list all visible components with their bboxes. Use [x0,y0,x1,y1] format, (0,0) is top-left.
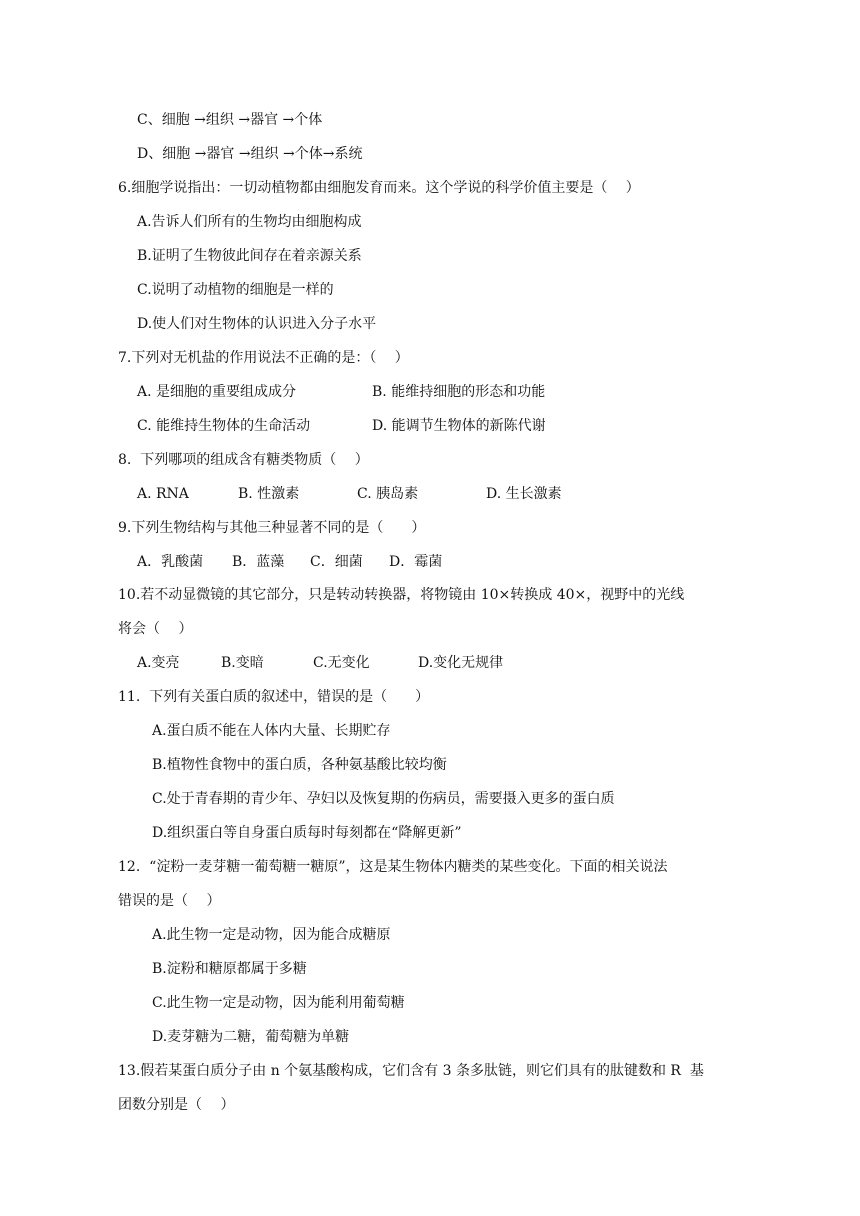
q6-option-a: A.告诉人们所有的生物均由细胞构成 [137,214,362,230]
q9-option-d: D．霉菌 [389,554,443,570]
q8-options-row [0,484,860,504]
q5-option-d: D、细胞 →器官 →组织 →个体→系统 [137,146,363,162]
q6-option-b: B.证明了生物彼此间存在着亲源关系 [137,248,362,264]
q8-option-a: A. RNA [137,486,189,502]
q12-stem-line-2: 错误的是（ ） [118,893,221,909]
q6-option-c: C.说明了动植物的细胞是一样的 [137,282,334,298]
q9-stem: 9.下列生物结构与其他三种显著不同的是（ ） [118,520,426,536]
q7-options-row-1 [0,382,860,402]
q8-option-c: C. 胰岛素 [357,486,419,502]
q7-stem: 7.下列对无机盐的作用说法不正确的是：（ ） [118,350,409,366]
q12-option-c: C.此生物一定是动物，因为能利用葡萄糖 [152,995,405,1011]
q12-option-b: B.淀粉和糖原都属于多糖 [152,961,307,977]
q10-option-a: A.变亮 [137,655,180,671]
q11-stem: 11. 下列有关蛋白质的叙述中，错误的是（ ） [118,689,430,705]
q10-stem-line-2: 将会（ ） [118,621,193,637]
q9-options-row [0,552,860,572]
q5-option-c: C、细胞 →组织 →器官 →个体 [137,112,323,128]
q6-option-d: D.使人们对生物体的认识进入分子水平 [137,316,377,332]
q9-option-c: C．细菌 [310,554,363,570]
q6-stem: 6.细胞学说指出：一切动植物都由细胞发育而来。这个学说的科学价值主要是（ ） [118,180,640,196]
q11-option-d: D.组织蛋白等自身蛋白质每时每刻都在“降解更新” [152,825,462,841]
q8-stem: 8. 下列哪项的组成含有糖类物质（ ） [118,452,369,468]
q13-stem-line-1: 13.假若某蛋白质分子由 n 个氨基酸构成，它们含有 3 条多肽链，则它们具有的肽键数和 R 基 [118,1063,704,1079]
q8-option-d: D. 生长激素 [486,486,562,502]
q10-option-b: B.变暗 [221,655,264,671]
q8-option-b: B. 性激素 [238,486,300,502]
q9-option-a: A．乳酸菌 [137,554,204,570]
q7-option-a: A. 是细胞的重要组成成分 [137,384,297,400]
q11-option-c: C.处于青春期的青少年、孕妇以及恢复期的伤病员，需要摄入更多的蛋白质 [152,791,615,807]
q11-option-a: A.蛋白质不能在人体内大量、长期贮存 [152,723,391,739]
q7-option-b: B. 能维持细胞的形态和功能 [372,384,546,400]
q10-options-row [0,653,860,673]
q12-stem-line-1: 12. “淀粉一麦芽糖一葡萄糖一糖原”，这是某生物体内糖类的某些变化。下面的相关说法 [118,859,668,875]
q12-option-d: D.麦芽糖为二糖，葡萄糖为单糖 [152,1029,350,1045]
q11-option-b: B.植物性食物中的蛋白质，各种氨基酸比较均衡 [152,757,447,773]
q10-option-d: D.变化无规律 [418,655,504,671]
q9-option-b: B．蓝藻 [232,554,285,570]
q13-stem-line-2: 团数分别是（ ） [118,1097,235,1113]
q7-options-row-2 [0,416,860,436]
q7-option-c: C. 能维持生物体的生命活动 [137,418,311,434]
q12-option-a: A.此生物一定是动物，因为能合成糖原 [152,927,391,943]
q7-option-d: D. 能调节生物体的新陈代谢 [372,418,546,434]
q10-stem-line-1: 10.若不动显微镜的其它部分，只是转动转换器，将物镜由 10×转换成 40×，视野中的光线 [118,587,685,603]
q10-option-c: C.无变化 [313,655,370,671]
